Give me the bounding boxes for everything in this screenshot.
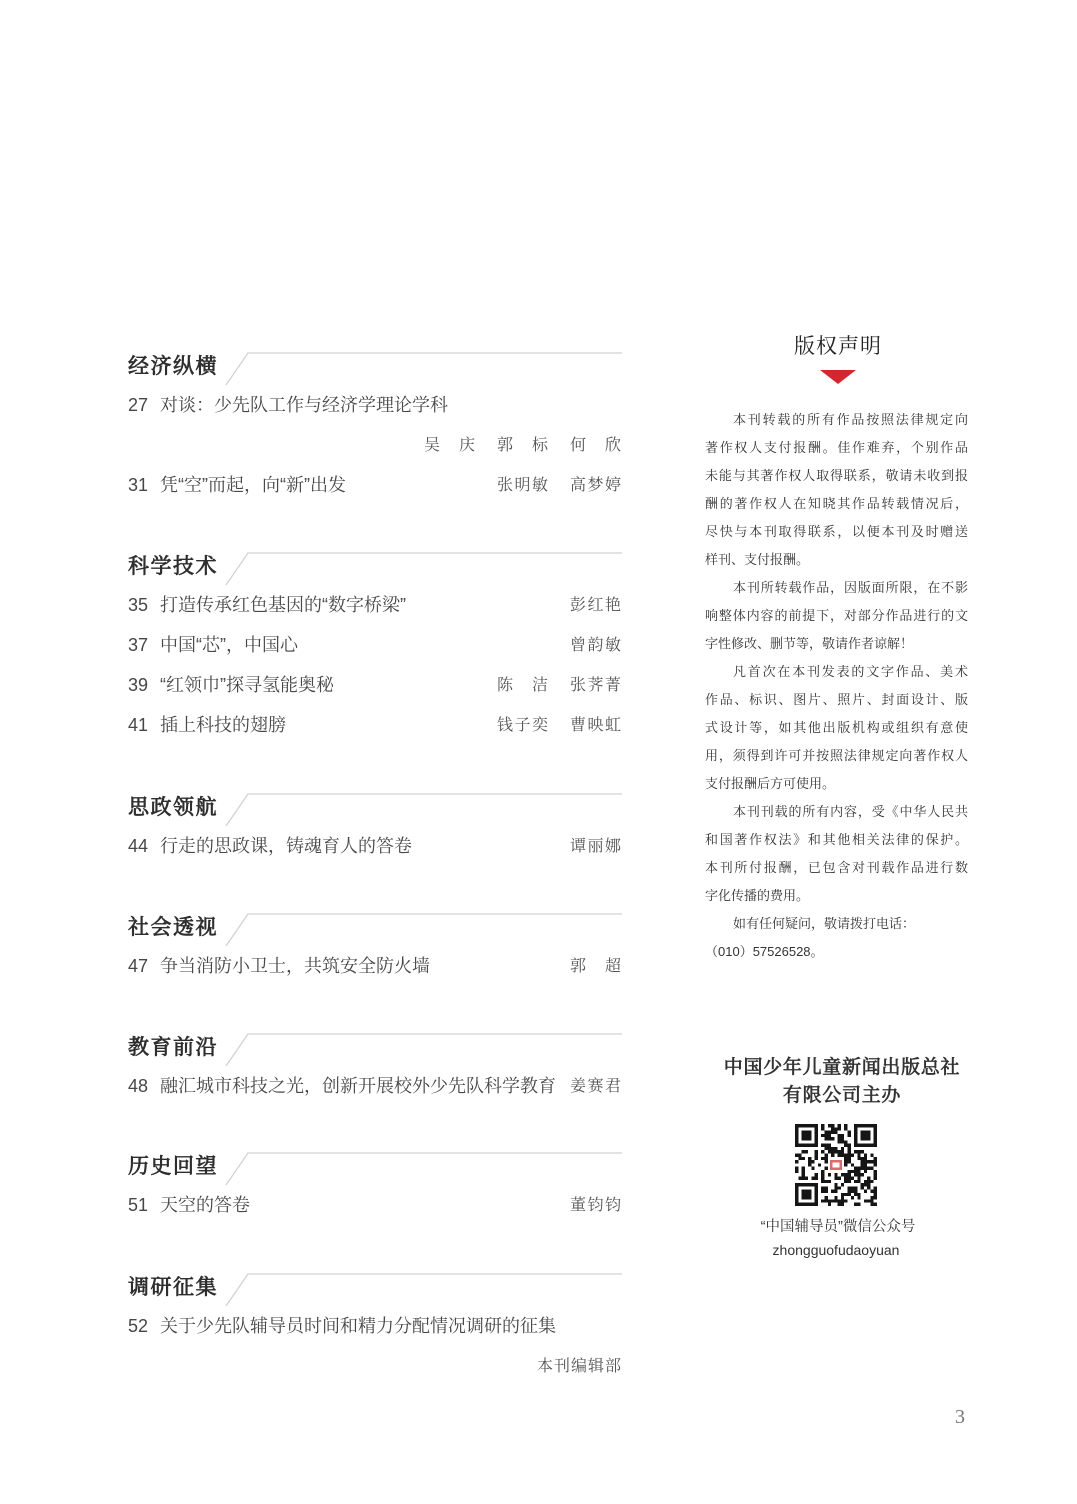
author-name: 郭 超 <box>570 956 622 975</box>
entry-page-number: 39 <box>128 675 149 695</box>
author-name: 曾韵敏 <box>570 635 622 654</box>
entry-authors <box>570 826 622 866</box>
entry-page-number: 48 <box>128 1076 149 1096</box>
entry-authors <box>497 465 622 505</box>
entry-page-number: 52 <box>128 1316 149 1336</box>
notice-line: 未能与其著作权人取得联系，敬请未收到报 <box>705 468 968 483</box>
entry-page-number: 44 <box>128 836 149 856</box>
author-name: 董钧钧 <box>570 1195 622 1214</box>
entry-title: 天空的答卷 <box>160 1195 250 1215</box>
notice-line: 和国著作权法》和其他相关法律的保护。 <box>705 832 968 847</box>
toc-entry <box>128 385 622 425</box>
notice-line: 本刊所付报酬，已包含对刊载作品进行数 <box>705 860 968 875</box>
toc-entry <box>128 946 622 986</box>
section-title: 思政领航 <box>128 796 218 819</box>
notice-line: 酬的著作权人在知晓其作品转载情况后， <box>705 496 968 511</box>
page-number: 3 <box>955 1406 965 1428</box>
red-triangle-icon <box>820 370 856 384</box>
entry-title: 打造传承红色基因的“数字桥梁” <box>160 595 406 615</box>
section-title: 科学技术 <box>128 555 218 578</box>
entry-title: 对谈：少先队工作与经济学理论学科 <box>160 395 448 415</box>
entry-authors <box>570 585 622 625</box>
author-name: 郭 标 <box>497 435 549 454</box>
toc-entry <box>128 705 622 745</box>
author-name: 姜赛君 <box>570 1076 622 1095</box>
entry-title: 凭“空”而起，向“新”出发 <box>160 475 346 495</box>
entry-authors <box>570 1066 622 1106</box>
notice-line: 字化传播的费用。 <box>705 888 810 903</box>
toc-section-education <box>128 1033 622 1096</box>
author-name: 高梦婷 <box>570 475 622 494</box>
author-name: 彭红艳 <box>570 595 622 614</box>
entry-authors <box>570 1185 622 1225</box>
section-title: 历史回望 <box>128 1155 218 1178</box>
entry-page-number: 47 <box>128 956 149 976</box>
author-name: 钱子奕 <box>497 715 549 734</box>
notice-line: 字性修改、删节等，敬请作者谅解！ <box>705 636 914 651</box>
entry-authors <box>537 1346 622 1386</box>
copyright-notice <box>705 406 968 966</box>
entry-authors <box>570 625 622 665</box>
entry-page-number: 31 <box>128 475 149 495</box>
entry-author-line <box>128 425 622 465</box>
section-title: 社会透视 <box>128 916 218 939</box>
notice-line: 凡首次在本刊发表的文字作品、美术 <box>733 664 968 679</box>
copyright-title: 版权声明 <box>794 335 882 358</box>
toc-section-history <box>128 1152 622 1215</box>
entry-author-line <box>128 1346 622 1386</box>
notice-line: 著作权人支付报酬。佳作难弃，个别作品 <box>705 440 968 455</box>
notice-line: 本刊转载的所有作品按照法律规定向 <box>733 412 968 427</box>
notice-line: 尽快与本刊取得联系，以便本刊及时赠送 <box>705 524 968 539</box>
author-name: 何 欣 <box>570 435 622 454</box>
toc-section-society <box>128 913 622 976</box>
notice-line: 用，须得到许可并按照法律规定向著作权人 <box>705 748 968 763</box>
notice-line: 响整体内容的前提下，对部分作品进行的文 <box>705 608 968 623</box>
publisher-line: 中国少年儿童新闻出版总社 <box>723 1057 961 1078</box>
toc-entry <box>128 1306 622 1346</box>
entry-title: 行走的思政课，铸魂育人的答卷 <box>160 836 412 856</box>
publisher-credit <box>712 1054 972 1110</box>
toc-entry <box>128 465 622 505</box>
entry-page-number: 51 <box>128 1195 149 1215</box>
toc-entry <box>128 826 622 866</box>
author-name: 张荠菁 <box>570 675 622 694</box>
author-name: 谭丽娜 <box>570 836 622 855</box>
notice-line: 本刊所转载作品，因版面所限，在不影 <box>733 580 968 595</box>
entry-title: 争当消防小卫士，共筑安全防火墙 <box>160 956 430 976</box>
notice-line: 样刊、支付报酬。 <box>705 552 810 567</box>
notice-line: 本刊刊载的所有内容，受《中华人民共 <box>733 804 968 819</box>
toc-section-ideology <box>128 793 622 856</box>
entry-title: 融汇城市科技之光，创新开展校外少先队科学教育 <box>160 1076 556 1096</box>
entry-page-number: 37 <box>128 635 149 655</box>
entry-authors <box>570 946 622 986</box>
toc-section-survey <box>128 1273 622 1375</box>
phone-number: （010）57526528。 <box>705 944 824 959</box>
notice-line: 作品、标识、图片、照片、封面设计、版 <box>705 692 968 707</box>
notice-line: 如有任何疑问，敬请拨打电话： <box>733 916 916 931</box>
author-name: 陈 洁 <box>497 675 549 694</box>
entry-page-number: 41 <box>128 715 149 735</box>
entry-authors <box>424 425 622 465</box>
author-name: 张明敏 <box>497 475 549 494</box>
toc-entry <box>128 585 622 625</box>
toc-entry <box>128 625 622 665</box>
toc-entry <box>128 665 622 705</box>
toc-entry <box>128 1066 622 1106</box>
entry-title: 插上科技的翅膀 <box>160 715 286 735</box>
entry-authors <box>497 705 622 745</box>
entry-page-number: 35 <box>128 595 149 615</box>
section-title: 调研征集 <box>128 1276 218 1299</box>
author-name: 本刊编辑部 <box>536 1356 622 1375</box>
entry-title: 中国“芯”，中国心 <box>160 635 298 655</box>
toc-section-economy <box>128 352 622 495</box>
entry-title: “红领巾”探寻氢能奥秘 <box>160 675 334 695</box>
section-title: 经济纵横 <box>128 355 218 378</box>
entry-title: 关于少先队辅导员时间和精力分配情况调研的征集 <box>160 1316 556 1336</box>
publisher-line: 有限公司主办 <box>782 1085 902 1106</box>
entry-authors <box>497 665 622 705</box>
toc-entry <box>128 1185 622 1225</box>
toc-section-science <box>128 552 622 735</box>
notice-line: 式设计等，如其他出版机构或组织有意使 <box>705 720 968 735</box>
section-title: 教育前沿 <box>128 1036 218 1059</box>
wechat-account-name: “中国辅导员”微信公众号 <box>760 1219 916 1235</box>
wechat-account-id: zhongguofudaoyuan <box>772 1242 900 1258</box>
qr-code-icon <box>795 1124 877 1206</box>
entry-page-number: 27 <box>128 395 149 415</box>
notice-line: 支付报酬后方可使用。 <box>705 776 836 791</box>
author-name: 曹映虹 <box>570 715 622 734</box>
author-name: 吴 庆 <box>424 435 476 454</box>
